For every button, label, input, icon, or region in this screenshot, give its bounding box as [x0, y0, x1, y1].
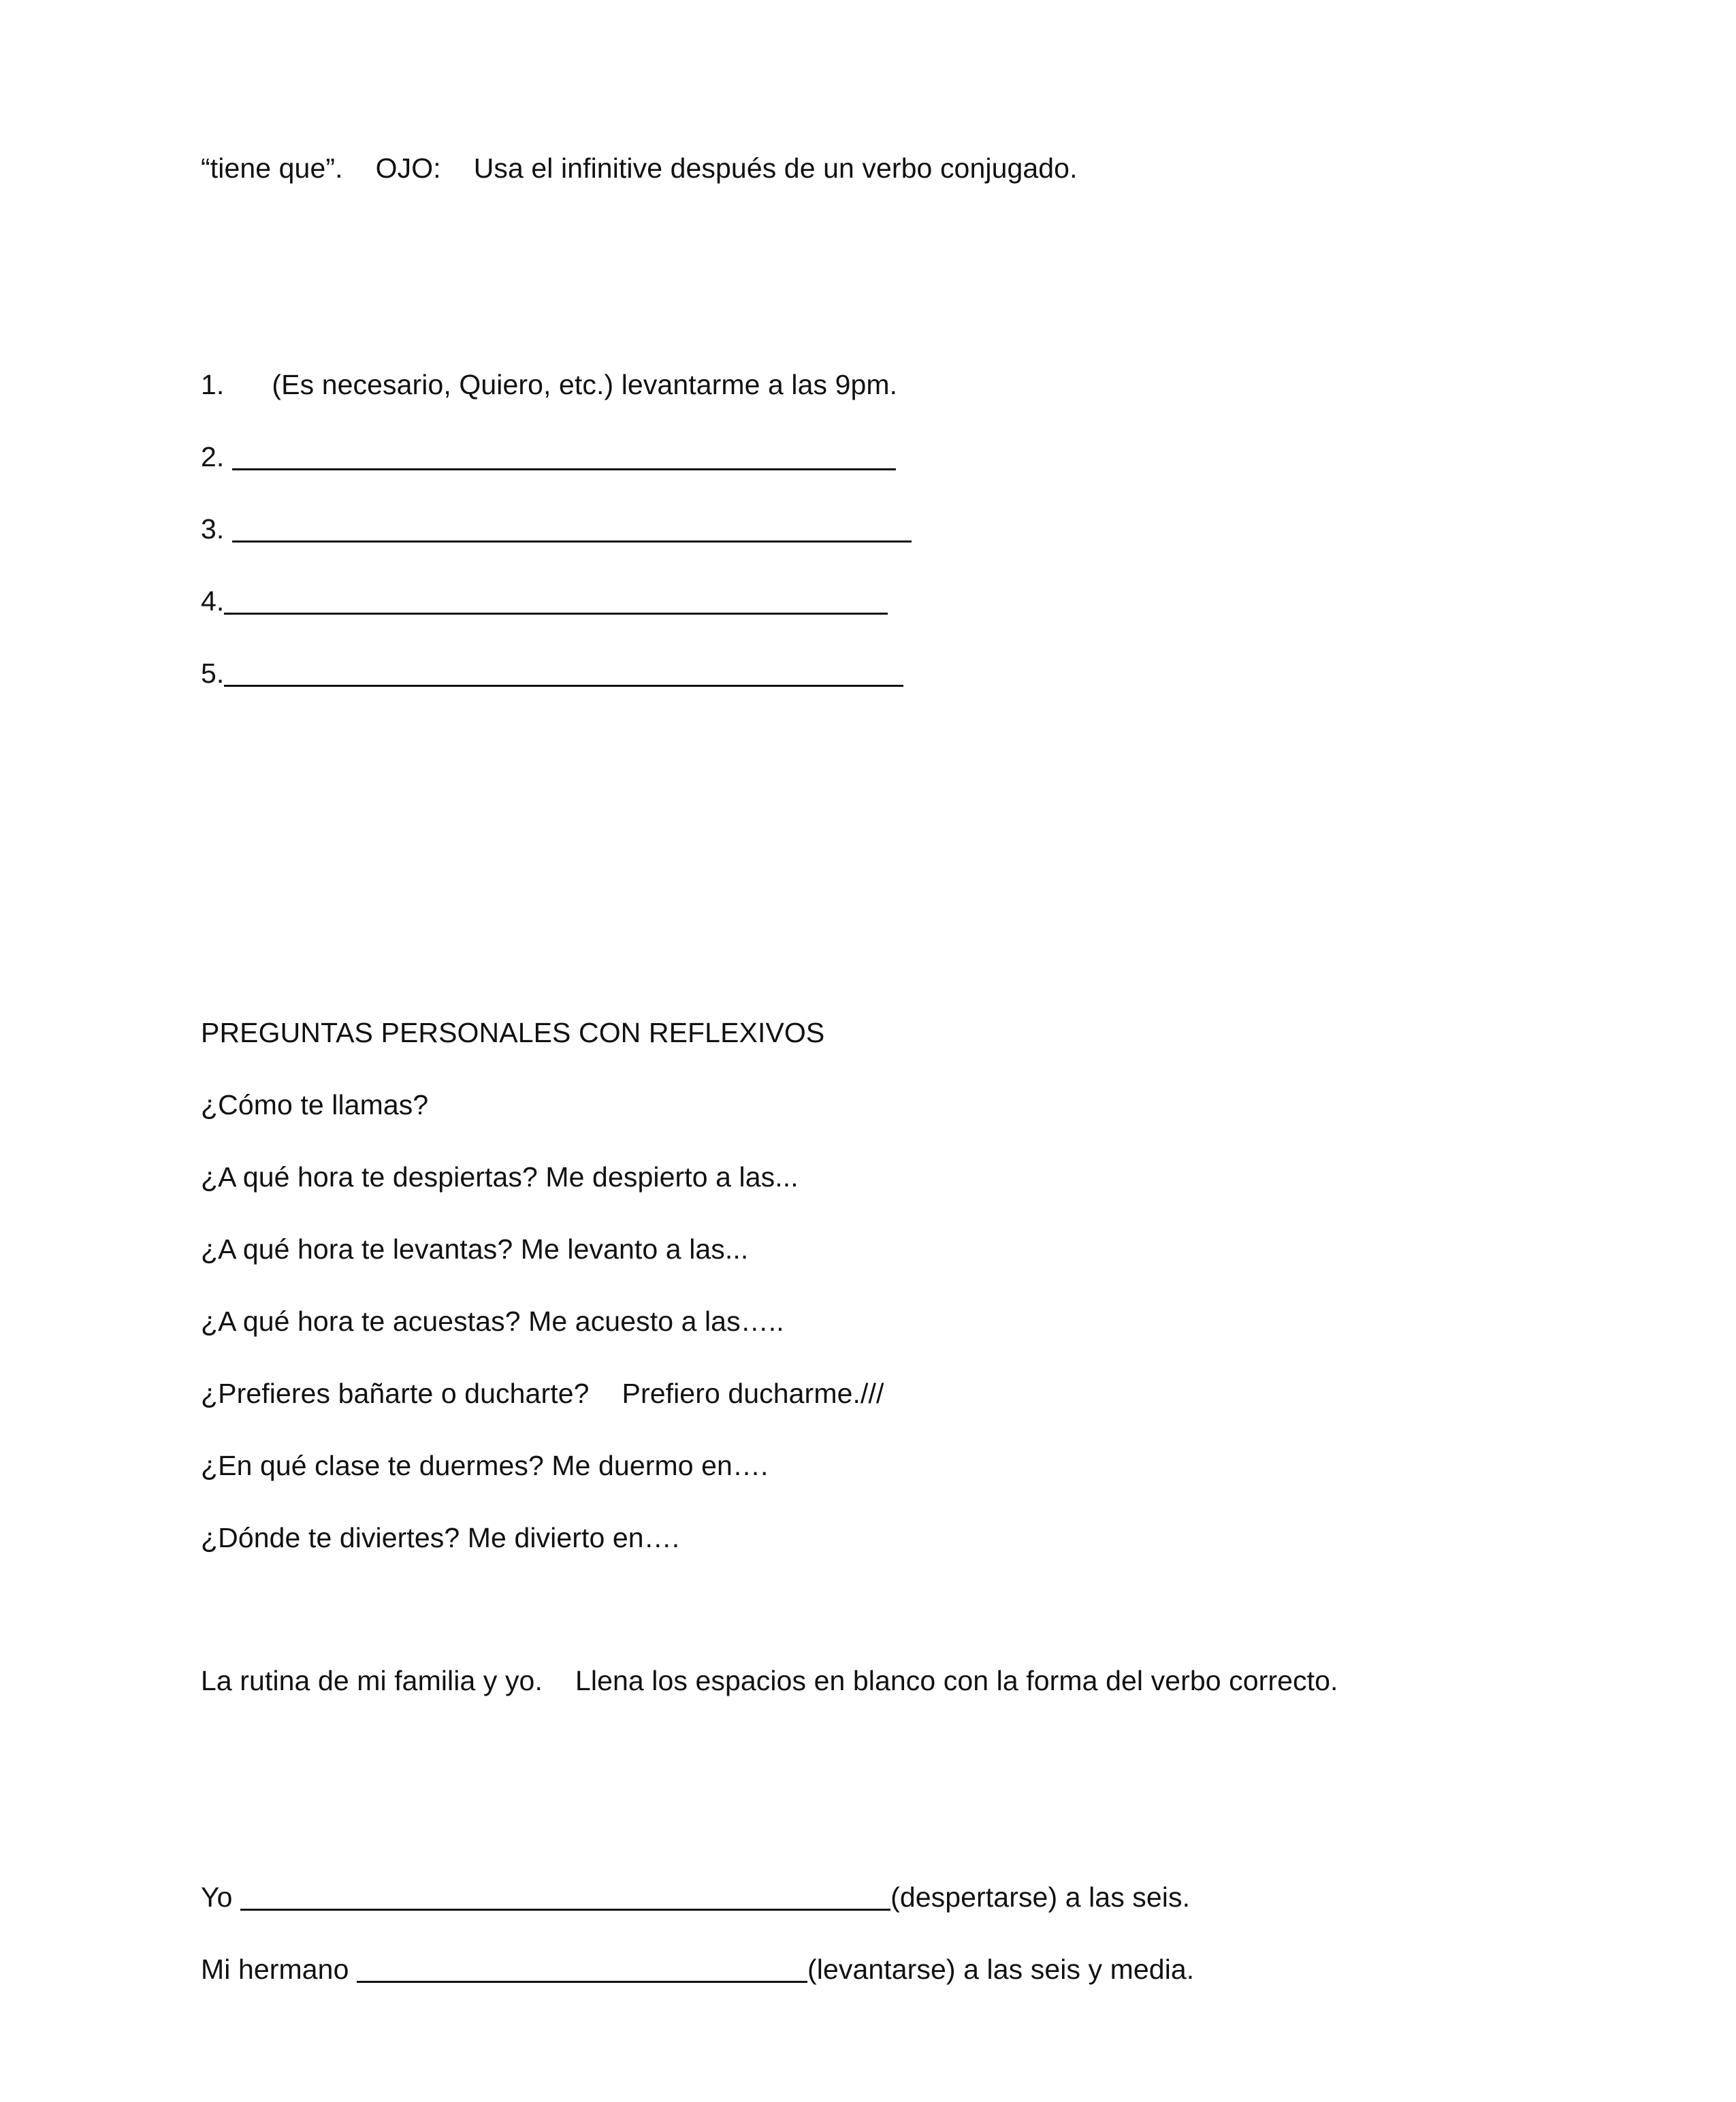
item-number: 2.: [201, 441, 225, 472]
exercise-item-3: [201, 512, 912, 546]
section-heading: PREGUNTAS PERSONALES CON REFLEXIVOS: [201, 1017, 825, 1048]
routine-instruction: Llena los espacios en blanco con la forma del verbo correcto.: [575, 1665, 1338, 1696]
item-number: 4.: [201, 585, 225, 617]
sentence-rest: (despertarse) a las seis.: [890, 1881, 1191, 1913]
question-item: ¿Dónde te diviertes? Me divierto en….: [201, 1522, 680, 1553]
question-item: ¿En qué clase te duermes? Me duermo en….: [201, 1450, 769, 1481]
routine-sentence-2: [201, 1952, 1194, 1986]
answer-blank[interactable]: [224, 660, 903, 687]
exercise-item-1: [201, 368, 897, 402]
item-number: 1.: [201, 369, 225, 400]
question-item: ¿A qué hora te levantas? Me levanto a las...: [201, 1233, 749, 1265]
question-item: ¿Cómo te llamas?: [201, 1089, 429, 1120]
exercise-item-4: [201, 584, 888, 618]
answer-blank[interactable]: [224, 588, 888, 615]
sentence-subject: Yo: [201, 1881, 233, 1913]
question-item-bath: [201, 1376, 884, 1410]
answer-text: Prefiero ducharme.///: [622, 1378, 884, 1409]
answer-blank[interactable]: [240, 1884, 890, 1911]
exercise-item-2: [201, 440, 896, 474]
question-text: ¿Prefieres bañarte o ducharte?: [201, 1378, 590, 1409]
answer-blank[interactable]: [232, 516, 912, 543]
question-item: ¿A qué hora te acuestas? Me acuesto a las…..: [201, 1306, 784, 1337]
routine-title-line: [201, 1664, 1338, 1698]
ojo-label: OJO:: [375, 152, 441, 184]
answer-blank[interactable]: [232, 444, 896, 470]
routine-sentence-1: [201, 1880, 1190, 1914]
item-number: 3.: [201, 513, 225, 545]
intro-line: [201, 151, 1078, 185]
intro-instruction: Usa el infinitive después de un verbo conjugado.: [473, 152, 1078, 184]
routine-title: La rutina de mi familia y yo.: [201, 1665, 543, 1696]
sentence-subject: Mi hermano: [201, 1954, 349, 1985]
quote-text: “tiene que”.: [201, 152, 343, 184]
question-item: ¿A qué hora te despiertas? Me despierto a las...: [201, 1161, 799, 1193]
sentence-rest: (levantarse) a las seis y media.: [807, 1954, 1195, 1985]
answer-blank[interactable]: [357, 1956, 807, 1983]
item-number: 5.: [201, 658, 225, 689]
exercise-item-5: [201, 656, 903, 690]
item-text: (Es necesario, Quiero, etc.) levantarme a las 9pm.: [272, 369, 898, 400]
